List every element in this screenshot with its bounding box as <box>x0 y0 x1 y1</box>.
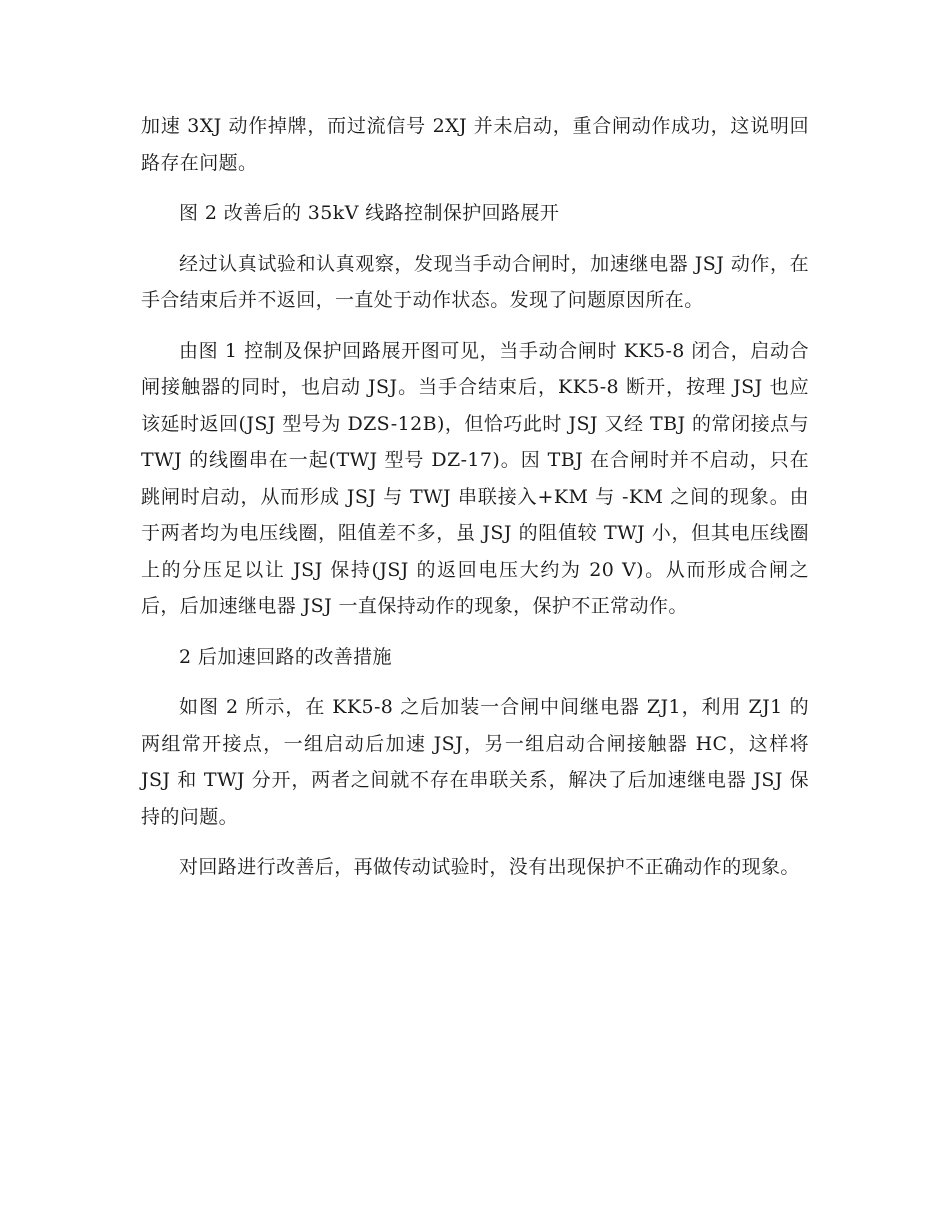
section-heading: 2 后加速回路的改善措施 <box>179 645 392 668</box>
paragraph-analysis: 由图 1 控制及保护回路展开图可见，当手动合闸时 KK5-8 闭合，启动合闸接触器的同时，也启动 JSJ。当手合结束后，KK5-8 断开，按理 JSJ 也应该延时返回(JSJ 型号为 DZS-12B)，但恰巧此时 JSJ 又经 TBJ 的常闭接点与 TWJ 的线圈串在一起(TWJ 型号 DZ-17)。因 TBJ 在合闸时并不启动，只在跳闸时启动，从而形成 JSJ 与 TWJ 串联接入+KM 与 -KM 之间的现象。由于两者均为电压线圈，阻值差不多，虽 JSJ 的阻值较 TWJ 小，但其电压线圈上的分压足以让 JSJ 保持(JSJ 的返回电压大约为 20 V)。从而形成合闸之后，后加速继电器 JSJ 一直保持动作的现象，保护不正常动作。 <box>141 339 809 617</box>
figure-caption: 图 2 改善后的 35kV 线路控制保护回路展开 <box>179 202 560 224</box>
paragraph-finding: 经过认真试验和认真观察，发现当手动合闸时，加速继电器 JSJ 动作，在手合结束后并不返回，一直处于动作状态。发现了问题原因所在。 <box>141 252 809 311</box>
paragraph-conclusion: 对回路进行改善后，再做传动试验时，没有出现保护不正确动作的现象。 <box>179 856 800 878</box>
paragraph-improvement: 如图 2 所示，在 KK5-8 之后加装一合闸中间继电器 ZJ1，利用 ZJ1 的两组常开接点，一组启动后加速 JSJ，另一组启动合闸接触器 HC，这样将 JSJ 和 TWJ 分开，两者之间就不存在串联关系，解决了后加速继电器 JSJ 保持的问题。 <box>141 696 809 828</box>
paragraph-continuation: 加速 3XJ 动作掉牌，而过流信号 2XJ 并未启动，重合闸动作成功，这说明回路存在问题。 <box>141 115 809 174</box>
document-body <box>141 108 809 886</box>
